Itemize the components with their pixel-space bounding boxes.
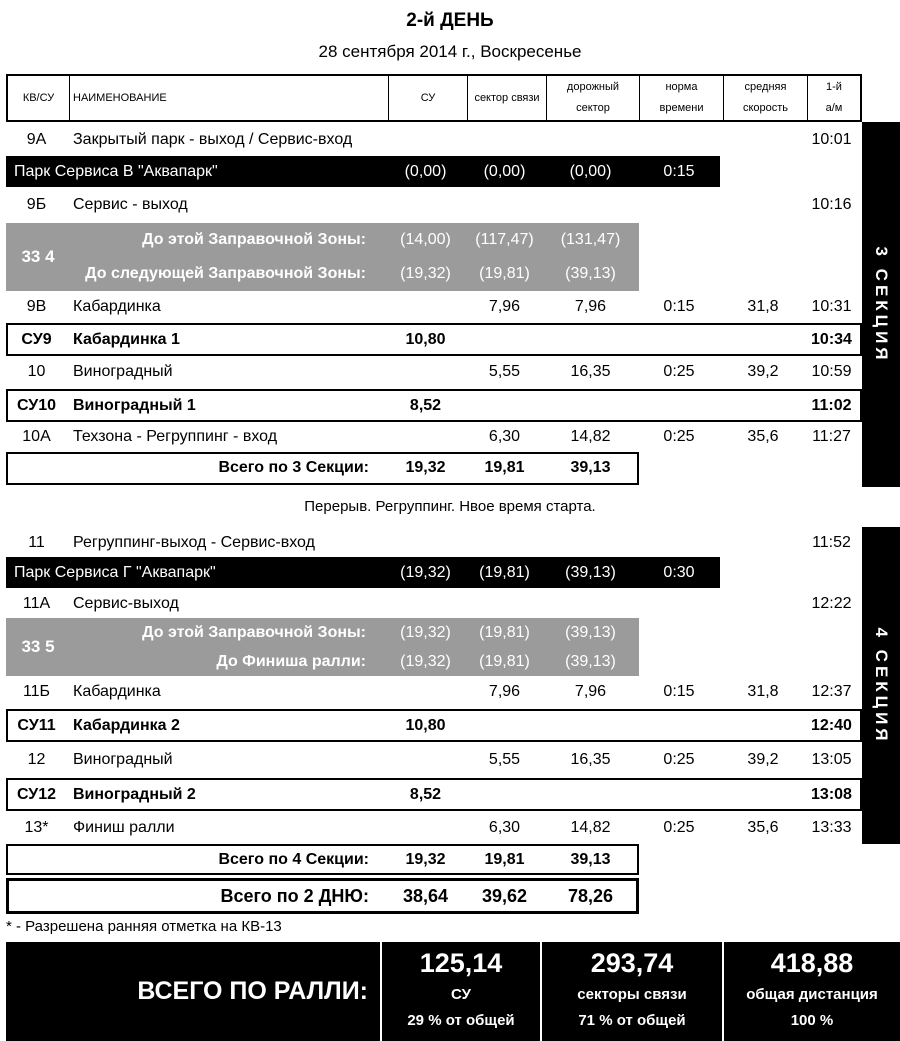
rally-total-su xyxy=(380,942,540,1041)
row-speed: 35,6 xyxy=(747,428,779,445)
park-su: (0,00) xyxy=(404,162,447,180)
page-title: 2-й ДЕНЬ xyxy=(406,10,494,31)
row-kv: 9А xyxy=(26,131,47,148)
rally-liaison-value: 293,74 xyxy=(590,948,674,978)
fuel-zone-liaison: (117,47) xyxy=(475,231,534,248)
fuel-zone-id: 33 5 xyxy=(21,637,55,656)
fuel-zone-liaison: (19,81) xyxy=(479,652,530,670)
row-speed: 31,8 xyxy=(747,683,779,700)
row-su: 10,80 xyxy=(405,717,446,734)
row-liaison: 6,30 xyxy=(488,819,521,836)
rally-su-percent: 29 % от общей xyxy=(407,1012,515,1029)
row-kv: 10А xyxy=(22,428,51,445)
header-su: СУ xyxy=(388,76,467,120)
fuel-zone-liaison: (19,81) xyxy=(479,265,530,282)
row-su: 8,52 xyxy=(409,397,442,414)
page-subtitle: 28 сентября 2014 г., Воскресенье xyxy=(318,42,582,61)
row-name: Регруппинг-выход - Сервис-вход xyxy=(73,534,315,551)
row-road: 16,35 xyxy=(570,363,611,380)
park-road: (39,13) xyxy=(565,563,616,581)
row-liaison: 7,96 xyxy=(488,298,521,315)
total-label: Всего по 3 Секции: xyxy=(218,459,369,476)
fuel-zone-label: До Финиша ралли: xyxy=(216,652,366,670)
header-speed: средняя скорость xyxy=(723,76,807,120)
row-norm: 0:25 xyxy=(663,363,695,380)
header-first-car: 1-й а/м xyxy=(807,76,860,120)
rally-su-label: СУ xyxy=(451,986,471,1003)
stage-row xyxy=(6,779,862,811)
fuel-zone-road: (39,13) xyxy=(565,623,616,641)
row-norm: 0:25 xyxy=(663,819,695,836)
table-row xyxy=(6,744,862,776)
total-su: 19,32 xyxy=(405,459,446,476)
header-liaison: сектор связи xyxy=(467,76,546,120)
row-time: 12:40 xyxy=(811,717,852,734)
row-name: Кабардинка xyxy=(73,683,161,700)
row-name: Сервис - выход xyxy=(73,196,188,213)
regroup-note: Перерыв. Регруппинг. Нвое время старта. xyxy=(304,498,596,515)
section-4-bar xyxy=(862,527,900,844)
total-su: 19,32 xyxy=(405,850,446,868)
row-norm: 0:15 xyxy=(663,683,695,700)
row-name: Закрытый парк - выход / Сервис-вход xyxy=(73,131,353,148)
row-road: 16,35 xyxy=(570,751,611,768)
row-kv: 9В xyxy=(26,298,47,315)
header-kv-su: КВ/СУ xyxy=(22,91,55,104)
rally-su-value: 125,14 xyxy=(419,948,503,978)
row-name: Кабардинка 2 xyxy=(73,717,180,734)
row-su: 8,52 xyxy=(409,786,442,803)
fuel-zone-road: (39,13) xyxy=(565,652,616,670)
day-total-row xyxy=(6,879,639,914)
rally-total-distance xyxy=(722,942,900,1041)
fuel-zone-su: (19,32) xyxy=(400,652,451,670)
rally-distance-label: общая дистанция xyxy=(746,986,878,1003)
fuel-zone-su: (14,00) xyxy=(400,231,451,248)
day-total-road: 78,26 xyxy=(567,886,614,906)
fuel-zone-road: (39,13) xyxy=(565,265,616,282)
row-kv: 11А xyxy=(22,595,51,612)
rally-liaison-label: секторы связи xyxy=(577,986,687,1003)
header-norm: норма времени xyxy=(639,76,723,120)
total-road: 39,13 xyxy=(570,850,611,868)
row-kv: 12 xyxy=(27,751,46,768)
fuel-zone-su: (19,32) xyxy=(400,265,451,282)
row-time: 11:27 xyxy=(812,428,851,445)
row-time: 13:33 xyxy=(811,819,852,836)
row-name: Кабардинка 1 xyxy=(73,331,180,348)
table-row xyxy=(6,588,862,620)
row-time: 10:34 xyxy=(811,331,852,348)
fuel-zone-block xyxy=(6,223,639,291)
rally-distance-value: 418,88 xyxy=(770,948,854,978)
row-time: 12:22 xyxy=(811,595,852,612)
row-name: Сервис-выход xyxy=(73,595,179,612)
rally-total-label: ВСЕГО ПО РАЛЛИ: xyxy=(137,977,368,1005)
service-park-row xyxy=(6,156,720,187)
row-time: 10:01 xyxy=(811,131,852,148)
table-row xyxy=(6,356,862,388)
rally-total-liaison xyxy=(540,942,722,1041)
park-name: Парк Сервиса Г "Аквапарк" xyxy=(14,563,216,581)
row-kv: 11 xyxy=(28,534,45,551)
total-liaison: 19,81 xyxy=(484,850,525,868)
service-park-row xyxy=(6,557,720,588)
day-total-liaison: 39,62 xyxy=(481,886,528,906)
row-time: 10:31 xyxy=(811,298,852,315)
park-norm: 0:30 xyxy=(663,563,695,581)
row-name: Виноградный xyxy=(73,751,173,768)
fuel-zone-liaison: (19,81) xyxy=(479,623,530,641)
row-su: 10,80 xyxy=(405,331,446,348)
fuel-zone-road: (131,47) xyxy=(560,231,621,248)
fuel-zone-label: До этой Заправочной Зоны: xyxy=(142,231,366,248)
fuel-zone-label: До следующей Заправочной Зоны: xyxy=(85,265,366,282)
fuel-zone-label: До этой Заправочной Зоны: xyxy=(142,623,366,641)
row-time: 10:16 xyxy=(811,196,852,213)
row-time: 13:08 xyxy=(811,786,852,803)
row-kv: 9Б xyxy=(26,196,47,213)
table-row xyxy=(6,527,862,559)
row-time: 11:02 xyxy=(811,397,852,414)
row-time: 10:59 xyxy=(811,363,852,380)
row-road: 14,82 xyxy=(570,428,611,445)
table-row xyxy=(6,812,862,844)
row-kv: 10 xyxy=(27,363,46,380)
fuel-zone-su: (19,32) xyxy=(400,623,451,641)
header-road: дорожный сектор xyxy=(546,76,639,120)
park-su: (19,32) xyxy=(400,563,451,581)
row-kv: СУ11 xyxy=(17,717,56,734)
row-road: 14,82 xyxy=(570,819,611,836)
row-time: 12:37 xyxy=(811,683,852,700)
park-name: Парк Сервиса В "Аквапарк" xyxy=(14,162,218,180)
table-header xyxy=(6,74,862,122)
table-row xyxy=(6,421,862,453)
row-liaison: 5,55 xyxy=(488,363,521,380)
row-road: 7,96 xyxy=(574,298,607,315)
fuel-zone-id: 33 4 xyxy=(21,247,55,266)
row-name: Кабардинка xyxy=(73,298,161,315)
row-liaison: 7,96 xyxy=(488,683,521,700)
total-liaison: 19,81 xyxy=(484,459,525,476)
stage-row xyxy=(6,390,862,422)
section-3-label: 3 СЕКЦИЯ xyxy=(872,245,891,364)
park-norm: 0:15 xyxy=(663,162,695,180)
section-4-label: 4 СЕКЦИЯ xyxy=(872,626,891,745)
footnote: * - Разрешена ранняя отметка на КВ-13 xyxy=(6,918,282,935)
total-road: 39,13 xyxy=(570,459,611,476)
section-total-row xyxy=(6,844,639,875)
row-kv: СУ12 xyxy=(16,786,57,803)
row-kv: СУ10 xyxy=(16,397,57,414)
section-total-row xyxy=(6,452,639,484)
day-total-label: Всего по 2 ДНЮ: xyxy=(220,886,369,906)
row-norm: 0:15 xyxy=(663,298,695,315)
row-name: Виноградный 1 xyxy=(73,397,196,414)
row-liaison: 5,55 xyxy=(488,751,521,768)
table-row xyxy=(6,291,862,323)
row-kv: 11Б xyxy=(22,683,51,700)
row-speed: 35,6 xyxy=(747,819,779,836)
section-3-bar xyxy=(862,122,900,487)
park-road: (0,00) xyxy=(569,162,612,180)
table-row xyxy=(6,676,862,708)
rally-distance-percent: 100 % xyxy=(790,1012,834,1029)
row-name: Финиш ралли xyxy=(73,819,175,836)
row-name: Техзона - Регруппинг - вход xyxy=(73,428,278,445)
row-time: 11:52 xyxy=(812,534,851,551)
park-liaison: (0,00) xyxy=(483,162,526,180)
total-label: Всего по 4 Секции: xyxy=(218,850,369,868)
park-liaison: (19,81) xyxy=(479,563,530,581)
row-norm: 0:25 xyxy=(663,751,695,768)
stage-row xyxy=(6,710,862,742)
rally-liaison-percent: 71 % от общей xyxy=(578,1012,686,1029)
row-time: 13:05 xyxy=(811,751,852,768)
row-name: Виноградный 2 xyxy=(73,786,196,803)
rally-total-bar xyxy=(6,942,900,1041)
row-kv: 13* xyxy=(24,819,49,836)
row-kv: СУ9 xyxy=(21,331,52,348)
row-speed: 31,8 xyxy=(747,298,779,315)
row-road: 7,96 xyxy=(574,683,607,700)
row-speed: 39,2 xyxy=(747,363,779,380)
day-total-su: 38,64 xyxy=(402,886,449,906)
row-liaison: 6,30 xyxy=(488,428,521,445)
table-row xyxy=(6,189,862,221)
fuel-zone-block xyxy=(6,618,639,676)
row-norm: 0:25 xyxy=(663,428,695,445)
row-speed: 39,2 xyxy=(747,751,779,768)
table-row xyxy=(6,124,862,156)
row-name: Виноградный xyxy=(73,363,173,380)
stage-row xyxy=(6,324,862,356)
header-name: НАИМЕНОВАНИЕ xyxy=(69,76,388,120)
